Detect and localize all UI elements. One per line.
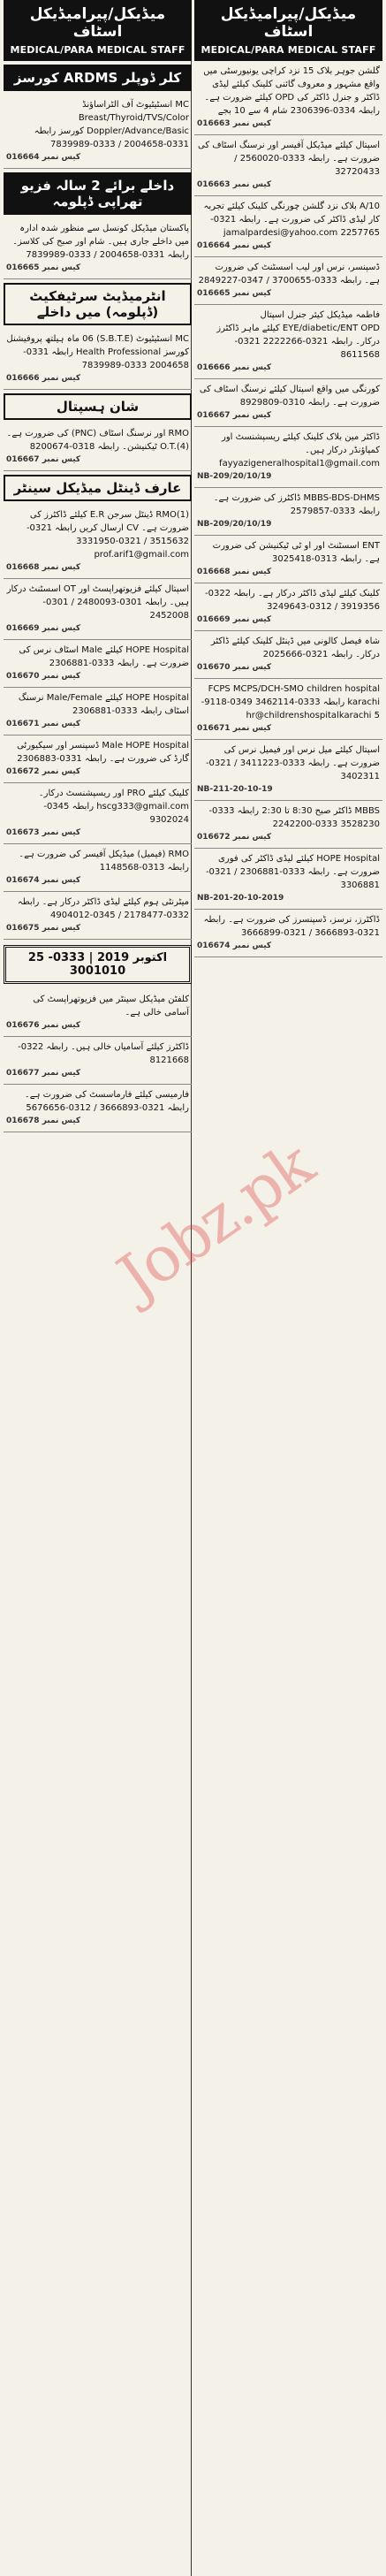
section-header-urdu-left: میڈیکل/پیرامیڈیکل اسٹاف [4,0,192,42]
ad-block [4,505,192,579]
ad-text: کلفٹن میڈیکل سینٹر میں فزیوتھراپسٹ کی آسامی خالی ہے۔ [33,995,189,1017]
ad-text: FCPS MCPS/DCH-SMO children hospital karachi رابطہ 0333-3462114 0349-9118-5 hr@childrenshospitalkarachi [201,684,380,720]
case-number: کیس نمبر 016666 [197,363,272,372]
case-number: کیس نمبر 016674 [197,941,272,950]
ad-text: فارمیسی کیلئے فارماسسٹ کی ضرورت ہے۔ رابطہ 0321-3666893 / 0312-5676656 [24,1090,189,1113]
ad-text: پاکستان میڈیکل کونسل سے منظور شدہ ادارہ میں داخلے جاری ہیں۔ شام اور صبح کی کلاسز۔ رابطہ 0331-2004658 / 0333-7839989 [12,224,189,260]
case-number: کیس نمبر 016667 [6,455,81,464]
ad-text: MC انسٹیٹیوٹ آف الٹراساؤنڈ Breast/Thyroid/TVS/Color Doppler/Advance/Basic کورسز رابطہ 0331-2004658 / 0333-7839989 [34,100,189,149]
case-number: کیس نمبر 016667 [197,411,272,420]
case-number: NB-211-20-10-19 [197,785,273,794]
ad-text: RMO (فیمیل) میڈیکل آفیسر کی ضرورت ہے۔ رابطہ 0313-1148568 [19,850,189,873]
ad-text: ڈاکٹرز، نرسز، ڈسپنسرز کی ضرورت ہے۔ رابطہ 0321-3666893 / 0321-3666899 [203,915,380,938]
case-number: کیس نمبر 016666 [6,374,81,383]
case-number: کیس نمبر 016673 [6,828,81,837]
case-number: کیس نمبر 016665 [197,289,272,298]
case-number: کیس نمبر 016676 [6,1021,81,1030]
ad-block [194,740,382,801]
case-number: کیس نمبر 016670 [6,672,81,681]
ad-text: 10/A بلاک نزد گلشن چورنگی کلینک کیلئے تجربہ کار لیڈی ڈاکٹر کی ضرورت ہے۔ رابطہ 0321-2257765 jamalpardesi@yahoo.com [203,202,380,238]
ad-block [194,631,382,679]
ad-block [194,305,382,379]
ad-text: شاہ فیصل کالونی میں ڈینٹل کلینک کیلئے ڈاکٹر درکار۔ رابطہ 0321-2025666 [210,636,380,659]
ad-block [4,783,192,844]
ad-text: کلینک کیلئے لیڈی ڈاکٹر درکار ہے۔ رابطہ 0322-3919356 / 0312-3249643 [205,589,380,612]
section-header-english-left: MEDICAL/PARA MEDICAL STAFF [4,42,192,61]
physiotherapy-admission-banner: داخلے برائے 2 سالہ فزیو تھراپی ڈپلومہ [4,172,192,215]
ad-text: MC انسٹیٹیوٹ (S.B.T.E) 06 ماہ ہیلتھ پروفیشنل کورسز Health Professional رابطہ 0331-2004658 0333-7839989 [6,334,189,370]
ad-text: ENT اسسٹنٹ اور او ٹی ٹیکنیشن کی ضرورت ہے۔ رابطہ 0313-3025418 [212,541,380,564]
watermark-logo: Jobz.pk [104,1128,326,1314]
ad-text: میٹرنٹی ہوم کیلئے لیڈی ڈاکٹر درکار ہے۔ رابطہ 0332-2178477 / 0345-4904012 [17,897,189,920]
ad-block [4,579,192,640]
ad-text: اسپتال کیلئے میل نرس اور فیمیل نرس کی ضرورت ہے۔ رابطہ 0333-3411223 / 0321-3402311 [205,745,380,781]
case-number: کیس نمبر 016664 [197,241,272,250]
case-number: NB-209/20/10/19 [197,520,272,529]
ad-block [4,640,192,688]
ad-text: HOPE Hospital کیلئے Male اسٹاف نرس کی ضرورت ہے۔ رابطہ 0333-2306881 [19,645,189,668]
ads-list-right [194,61,382,957]
ads-list-left [4,505,192,940]
case-number: کیس نمبر 016671 [197,724,272,733]
case-number: کیس نمبر 016663 [197,119,272,128]
ad-block [194,488,382,536]
case-number: کیس نمبر 016675 [6,924,81,933]
right-column [194,0,382,2576]
ad-text: ڈاکٹرز کیلئے آسامیاں خالی ہیں۔ رابطہ 0322-8121668 [18,1042,189,1065]
case-number: کیس نمبر 016663 [197,180,272,189]
case-number: NB-209/20/10/19 [197,472,272,481]
date-phone-box: 25 اکتوبر 2019 | 0333-3001010 [4,945,192,984]
ad-block [4,329,192,390]
ad-text: HOPE Hospital کیلئے Male/Female نرسنگ اسٹاف رابطہ 0333-2306881 [18,693,189,716]
ad-block [194,801,382,849]
ad-text: MBBS ڈاکٹر صبح 8:30 تا 2:30 رابطہ 0333-3528230 0333-2242200 [208,806,380,829]
ad-text: ڈسپنسر، نرس اور لیب اسسٹنٹ کی ضرورت ہے۔ رابطہ 0333-3700655 / 0347-2849227 [198,263,380,286]
arif-dental-banner: عارف ڈینٹل میڈیکل سینٹر [4,475,192,501]
case-number: NB-201-20-10-2019 [197,894,284,903]
ad-text: اسپتال کیلئے فزیوتھراپسٹ اور OT اسسٹنٹ درکار ہیں۔ رابطہ 0301-2480093 / 0301-2452008 [6,584,189,621]
ad-text: ڈاکٹر مین بلاک کلینک کیلئے ریسپشنسٹ اور کمپاؤنڈر درکار ہیں۔ fayyazigeneralhospital1@gmail.com [219,432,380,469]
case-number: کیس نمبر 016678 [6,1117,81,1125]
ad-text: RMO اور نرسنگ اسٹاف (PNC) کی ضرورت ہے۔ O.T.(4) ٹیکنیشن۔ رابطہ 0318-8200674 [6,429,189,452]
ad-text: گلشن جوہر بلاک 15 نزد کراچی یونیورسٹی میں واقع مشہور و معروف گائنی کلینک کیلئے لیڈی ڈاکٹر و جنرل ڈاکٹر کی OPD کیلئے ضرورت ہے۔ رابطہ 0334-2306396 شام 4 سے 10 بجے [203,66,380,116]
section-header-urdu-right: میڈیکل/پیرامیڈیکل اسٹاف [194,0,382,42]
ad-text: RMO(1) ڈینٹل سرجن E.R کیلئے ڈاکٹرز کی ضرورت ہے۔ CV ارسال کریں رابطہ 0321-3515632 / 0321-3331950 prof.arif1@gmail.com [26,510,189,560]
ad-block [194,536,382,583]
ad-block [194,379,382,427]
ad-text: کلینک کیلئے PRO اور ریسپشنسٹ درکار۔ hscg333@gmail.com رابطہ 0345-9302024 [38,789,189,825]
ads-list-left-tail [4,989,192,1132]
intermediate-diploma-banner: انٹرمیڈیٹ سرٹیفکیٹ (ڈپلومہ) میں داخلے [4,283,192,325]
ad-block [4,688,192,735]
ardms-course-banner: کلر ڈوپلر ARDMS کورسز [4,65,192,91]
ad-block [4,989,192,1037]
ad-block [4,423,192,471]
ad-block [4,735,192,783]
case-number: کیس نمبر 016664 [6,153,81,162]
case-number: کیس نمبر 016670 [197,663,272,672]
ad-block [4,892,192,940]
ad-block [194,849,382,910]
ad-block [194,427,382,488]
ad-block [194,61,382,135]
case-number: کیس نمبر 016674 [6,876,81,885]
ad-block [4,1085,192,1132]
shan-hospital-banner: شان ہسپتال [4,393,192,420]
ad-block [194,910,382,957]
case-number: کیس نمبر 016669 [197,615,272,624]
ad-text: MBBS-BDS-DHMS ڈاکٹرز کی ضرورت ہے۔ رابطہ 0333-2579857 [213,493,380,516]
ad-block [194,583,382,631]
case-number: کیس نمبر 016669 [6,624,81,633]
ad-block [194,257,382,305]
ad-block [4,218,192,279]
ad-text: اسپتال کیلئے میڈیکل آفیسر اور نرسنگ اسٹاف کی ضرورت ہے۔ رابطہ 0333-2560020 / 32720433 [197,141,380,177]
case-number: کیس نمبر 016672 [6,767,81,776]
ad-text: Male HOPE Hospital ڈسپنسر اور سیکیورٹی گارڈ کی ضرورت ہے۔ رابطہ 0331-2306883 [17,741,189,764]
case-number: کیس نمبر 016668 [197,568,272,576]
ad-block [4,1037,192,1085]
left-column [4,0,192,2576]
case-number: کیس نمبر 016677 [6,1069,81,1078]
ad-block [4,95,192,169]
ad-block [194,679,382,740]
case-number: کیس نمبر 016665 [6,263,81,272]
case-number: کیس نمبر 016671 [6,720,81,728]
ad-block [194,135,382,196]
case-number: کیس نمبر 016672 [197,833,272,842]
section-header-english-right: MEDICAL/PARA MEDICAL STAFF [194,42,382,61]
ad-block [4,844,192,892]
ad-text: کورنگی میں واقع اسپتال کیلئے نرسنگ اسٹاف کی ضرورت ہے۔ رابطہ 0310-8929809 [199,385,380,408]
ad-block [194,196,382,257]
case-number: کیس نمبر 016668 [6,563,81,572]
ad-text: فاطمہ میڈیکل کیئر جنرل اسپتال EYE/diabetic/ENT OPD کیلئے ماہر ڈاکٹرز درکار۔ رابطہ 0321-2222266 0321-8611568 [216,310,380,360]
ad-text: HOPE Hospital کیلئے لیڈی ڈاکٹر کی فوری ضرورت ہے۔ رابطہ 0333-2306881 / 0321-3306881 [205,854,380,890]
